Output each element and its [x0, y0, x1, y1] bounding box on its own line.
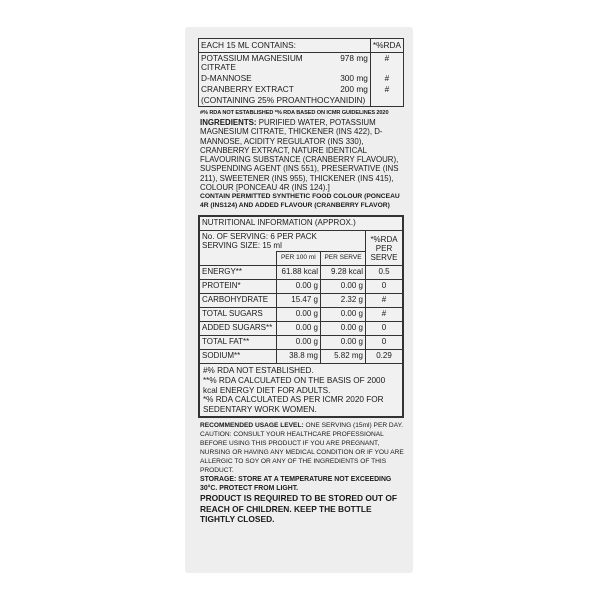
nutrient-per100: 0.00 g: [276, 322, 320, 336]
contains-row: [199, 84, 403, 95]
nutrition-row: [200, 294, 403, 308]
rda-note: *% RDA CALCULATED AS PER ICMR 2020 FOR SEDENTARY WORK WOMEN.: [203, 395, 384, 414]
ingredient-name: D-MANNOSE: [201, 73, 252, 83]
label-panel: [185, 27, 413, 573]
nutrient-rda: 0.29: [366, 350, 403, 364]
caution-text: CAUTION: CONSULT YOUR HEALTHCARE PROFESSIONAL BEFORE USING THIS PRODUCT IF YOU ARE PREGNANT, NURSING OR HAVING ANY MEDICAL CONDITION OR IF YOU ARE ALLERGIC TO SOY OR ANY OF THE INGREDIENTS OF THIS PRODUCT.: [200, 431, 404, 475]
nutrient-rda: 0: [366, 336, 403, 350]
ingredient-name: (CONTAINING 25% PROANTHOCYANIDIN): [201, 95, 366, 105]
nutrient-rda: #: [366, 294, 403, 308]
ingredient-qty: 978 mg: [340, 53, 368, 63]
servings-per-pack: No. OF SERVING: 6 PER PACK: [202, 232, 317, 242]
colour-notice: CONTAIN PERMITTED SYNTHETIC FOOD COLOUR (PONCEAU 4R (INS124) AND ADDED FLAVOUR (CRANBERRY FLAVOR): [200, 193, 400, 210]
nutrient-perserve: 0.00 g: [320, 308, 365, 322]
usage-text: ONE SERVING (15ml) PER DAY.: [303, 422, 403, 430]
nutrient-rda: 0: [366, 280, 403, 294]
contains-rda-header: *%RDA: [370, 39, 403, 53]
nutrition-serving-row: [200, 231, 403, 252]
contains-footnote: #% RDA NOT ESTABLISHED *% RDA BASED ON ICMR GUIDELINES 2020: [200, 110, 389, 116]
nutrient-perserve: 0.00 g: [320, 322, 365, 336]
nutrition-notes-row: [200, 364, 403, 417]
ingredients-label: INGREDIENTS:: [200, 118, 257, 127]
nutrient-perserve: 9.28 kcal: [320, 266, 365, 280]
nutrient-per100: 15.47 g: [276, 294, 320, 308]
usage-paragraph: [200, 421, 404, 430]
nutrient-name: SODIUM**: [200, 350, 277, 364]
nutrient-per100: 0.00 g: [276, 336, 320, 350]
nutrient-perserve: 2.32 g: [320, 294, 365, 308]
nutrition-row: [200, 266, 403, 280]
ingredient-name: CRANBERRY EXTRACT: [201, 84, 294, 94]
nutrition-table: [198, 215, 404, 418]
nutrient-rda: #: [366, 308, 403, 322]
nutrient-perserve: 0.00 g: [320, 280, 365, 294]
storage-text: STORAGE: STORE AT A TEMPERATURE NOT EXCEEDING 30°C. PROTECT FROM LIGHT.: [200, 476, 392, 493]
label-content: [198, 38, 404, 525]
nutrient-perserve: 5.82 mg: [320, 350, 365, 364]
perserve-header: PER SERVE: [320, 252, 365, 266]
nutrient-name: PROTEIN*: [200, 280, 277, 294]
ingredient-name: POTASSIUM MAGNESIUM CITRATE: [201, 53, 303, 72]
rda-note: #% RDA NOT ESTABLISHED.: [203, 366, 314, 376]
contains-row: [199, 95, 403, 106]
nutrition-row: [200, 280, 403, 294]
nutrient-name: TOTAL SUGARS: [200, 308, 277, 322]
ingredient-rda: [370, 95, 403, 106]
nutrient-perserve: 0.00 g: [320, 336, 365, 350]
contains-header-row: [199, 39, 403, 53]
nutrient-name: ADDED SUGARS**: [200, 322, 277, 336]
nutrient-per100: 61.88 kcal: [276, 266, 320, 280]
nutrition-title-row: [200, 217, 403, 231]
usage-label: RECOMMENDED USAGE LEVEL:: [200, 422, 304, 430]
nutrient-rda: 0.5: [366, 266, 403, 280]
contains-row: [199, 73, 403, 84]
nutrient-per100: 38.8 mg: [276, 350, 320, 364]
contains-table: [198, 38, 404, 107]
nutrition-row: [200, 308, 403, 322]
nutrition-row: [200, 350, 403, 364]
ingredient-qty: 200 mg: [340, 84, 368, 94]
contains-row: [199, 53, 403, 74]
ingredient-rda: #: [370, 73, 403, 84]
serving-size: SERVING SIZE: 15 ml: [202, 241, 282, 251]
ingredient-rda: #: [370, 84, 403, 95]
nutrition-row: [200, 322, 403, 336]
per100-header: PER 100 ml: [276, 252, 320, 266]
children-warning: PRODUCT IS REQUIRED TO BE STORED OUT OF REACH OF CHILDREN. KEEP THE BOTTLE TIGHTLY CLOSED.: [200, 493, 397, 525]
nutrient-rda: 0: [366, 322, 403, 336]
nutrient-name: TOTAL FAT**: [200, 336, 277, 350]
rda-note: **% RDA CALCULATED ON THE BASIS OF 2000 kcal ENERGY DIET FOR ADULTS.: [203, 375, 386, 395]
nutrition-row: [200, 336, 403, 350]
nutrient-name: CARBOHYDRATE: [200, 294, 277, 308]
nutrition-title: NUTRITIONAL INFORMATION (APPROX.): [200, 217, 403, 231]
ingredients-text: PURIFIED WATER, POTASSIUM MAGNESIUM CITRATE, THICKENER (INS 422), D-MANNOSE, ACIDITY REGULATOR (INS 330), CRANBERRY EXTRACT, NATURE IDENTICAL FLAVOURING SUBSTANCE (CRANBERRY FLAVOUR), SUSPENDING AGENT (INS 551), PRESERVATIVE (INS 211), SWEETENER (INS 955), THICKENER (INS 415), COLOUR [PONCEAU 4R (INS 124).]: [200, 118, 399, 193]
ingredients-paragraph: [200, 118, 404, 192]
rda-per-serve-header: *%RDA PER SERVE: [366, 231, 403, 266]
contains-header: EACH 15 ML CONTAINS:: [199, 39, 370, 53]
nutrient-per100: 0.00 g: [276, 308, 320, 322]
usage-and-warnings: [198, 421, 404, 525]
ingredient-rda: #: [370, 53, 403, 74]
nutrient-per100: 0.00 g: [276, 280, 320, 294]
nutrient-name: ENERGY**: [200, 266, 277, 280]
ingredient-qty: 300 mg: [340, 73, 368, 83]
